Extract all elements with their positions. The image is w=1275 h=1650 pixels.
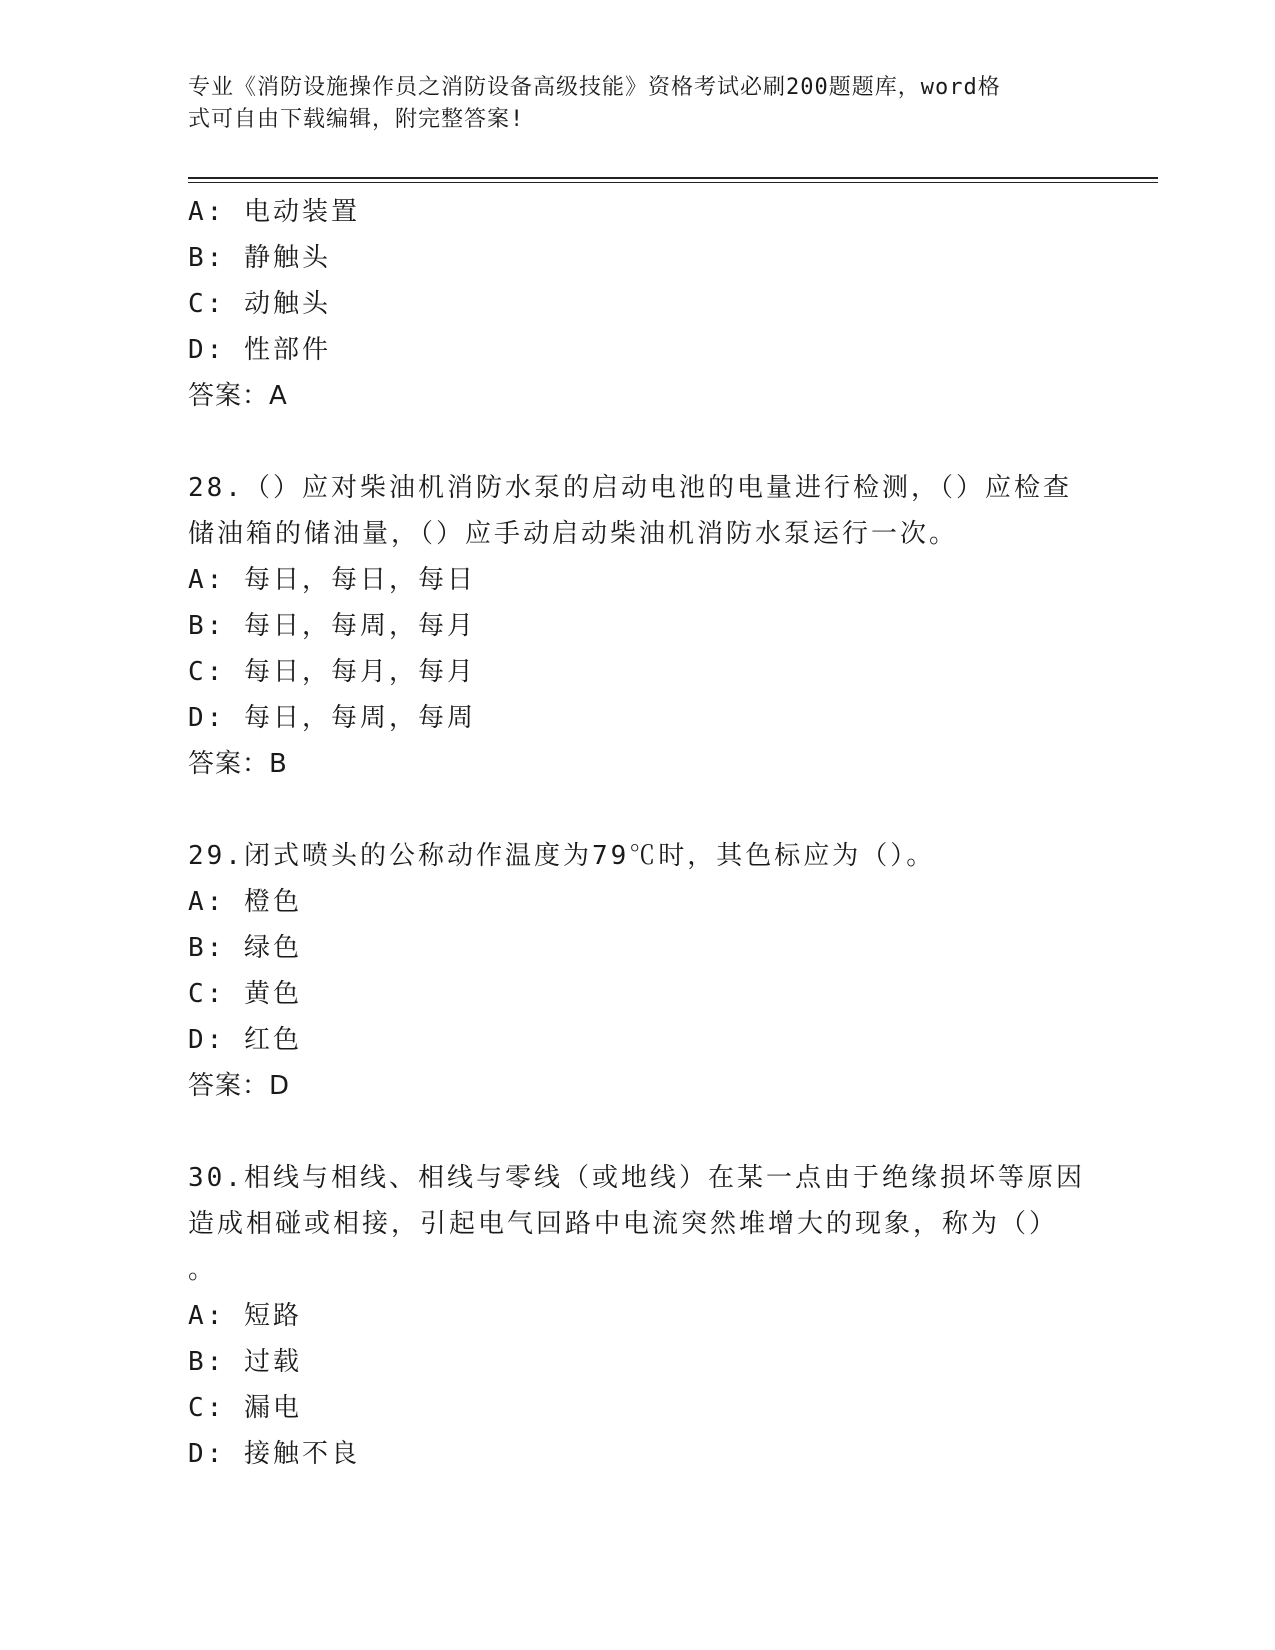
header-divider-thick <box>188 177 1158 179</box>
question-list <box>188 189 1088 1477</box>
option-d: D: 红色 <box>188 1025 302 1055</box>
question-text-line-2: 造成相碰或相接，引起电气回路中电流突然堆增大的现象，称为（） <box>188 1209 1059 1239</box>
question-27 <box>188 189 1088 419</box>
question-text-line-2: 储油箱的储油量，（）应手动启动柴油机消防水泵运行一次。 <box>188 519 959 549</box>
question-28 <box>188 465 1088 787</box>
option-b: B: 绿色 <box>188 933 302 963</box>
option-d: D: 接触不良 <box>188 1439 360 1469</box>
spacer <box>188 1109 1088 1155</box>
option-b: B: 过载 <box>188 1347 302 1377</box>
option-c: C: 动触头 <box>188 289 331 319</box>
option-b: B: 静触头 <box>188 243 331 273</box>
option-c: C: 漏电 <box>188 1393 302 1423</box>
answer-label: 答案：A <box>188 381 288 411</box>
option-c: C: 黄色 <box>188 979 302 1009</box>
question-text-line-1: 29.闭式喷头的公称动作温度为79℃时，其色标应为（）。 <box>188 841 936 871</box>
answer-label: 答案：D <box>188 1071 291 1101</box>
question-text-line-3: 。 <box>188 1255 218 1285</box>
option-a: A: 短路 <box>188 1301 302 1331</box>
question-text-line-1: 30.相线与相线、相线与零线（或地线）在某一点由于绝缘损坏等原因 <box>188 1163 1085 1193</box>
option-d: D: 每日，每周，每周 <box>188 703 476 733</box>
answer-label: 答案：B <box>188 749 288 779</box>
option-a: A: 橙色 <box>188 887 302 917</box>
question-text-line-1: 28.（）应对柴油机消防水泵的启动电池的电量进行检测，（）应检查 <box>188 473 1072 503</box>
header-line-2: 式可自由下载编辑，附完整答案! <box>188 107 525 132</box>
option-a: A: 电动装置 <box>188 197 360 227</box>
document-header <box>188 72 1068 136</box>
option-a: A: 每日，每日，每日 <box>188 565 476 595</box>
option-d: D: 性部件 <box>188 335 331 365</box>
option-b: B: 每日，每周，每月 <box>188 611 476 641</box>
spacer <box>188 419 1088 465</box>
question-29 <box>188 833 1088 1109</box>
option-c: C: 每日，每月，每月 <box>188 657 476 687</box>
question-30 <box>188 1155 1088 1477</box>
header-divider-thin <box>188 182 1158 183</box>
header-line-1: 专业《消防设施操作员之消防设备高级技能》资格考试必刷200题题库，word格 <box>188 75 1001 100</box>
spacer <box>188 787 1088 833</box>
